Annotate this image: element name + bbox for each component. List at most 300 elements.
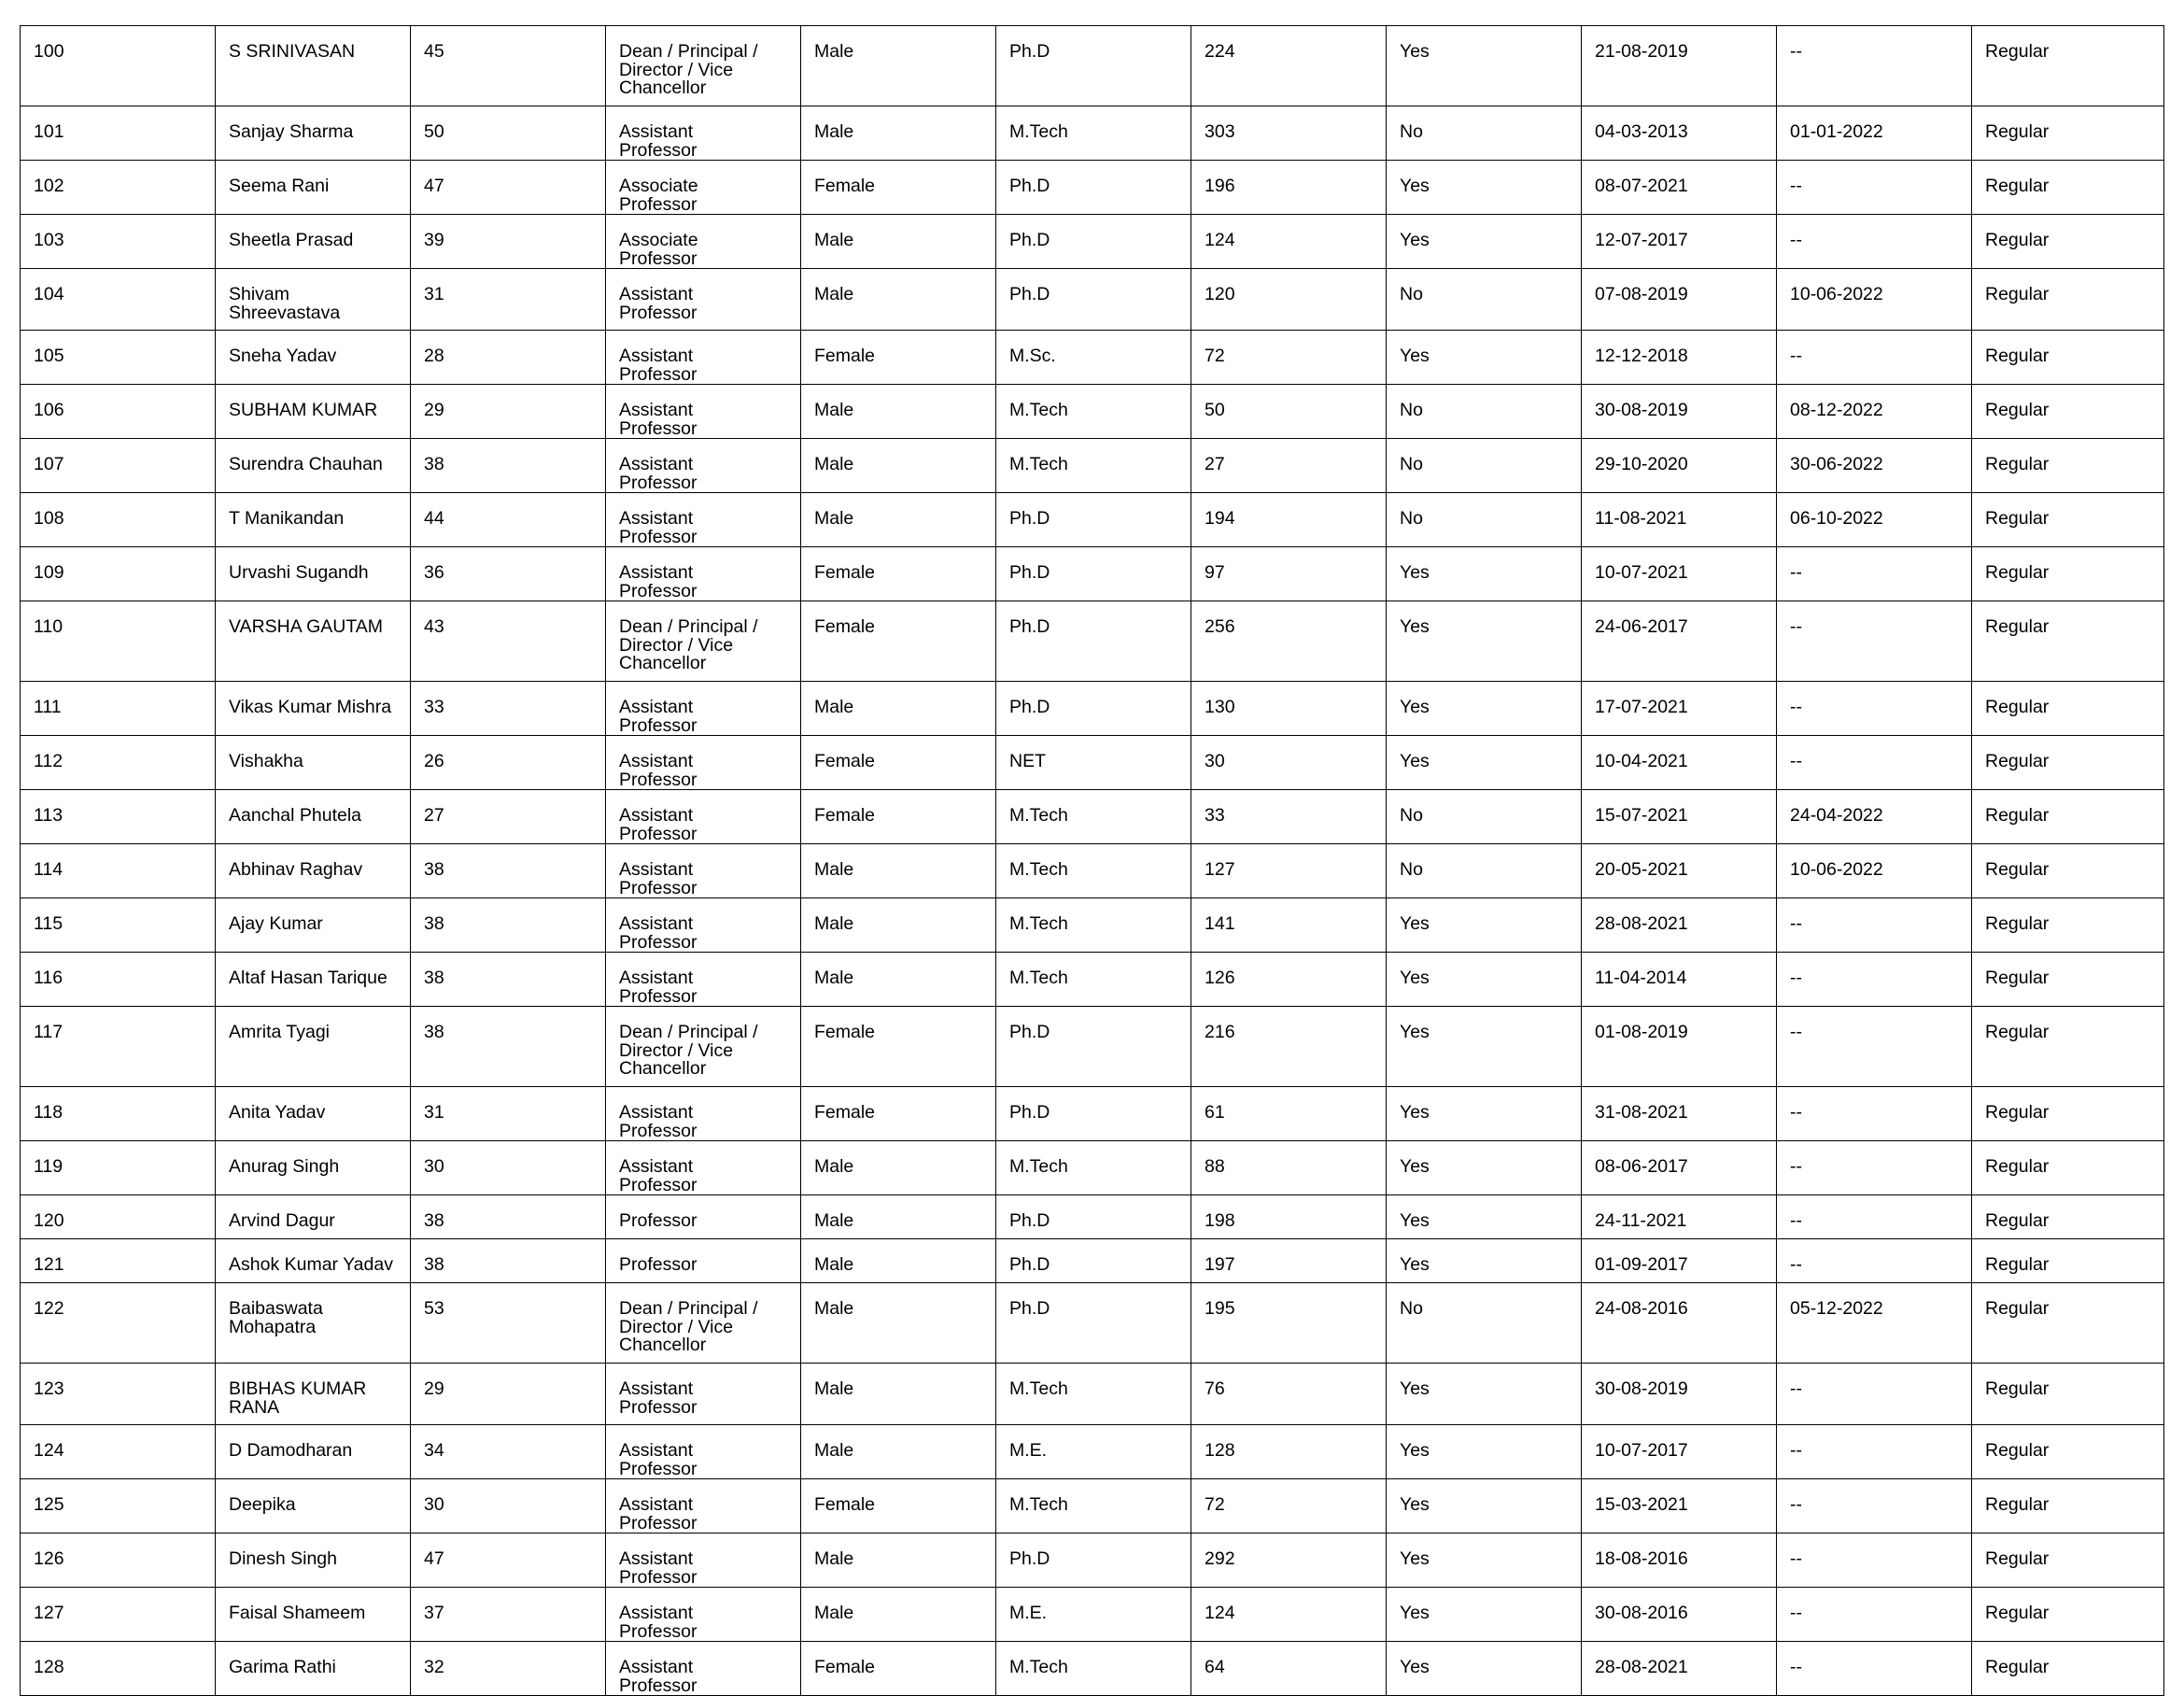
cell-age bbox=[411, 1087, 606, 1141]
cell-experience-text: 216 bbox=[1205, 1022, 1235, 1042]
cell-age bbox=[411, 953, 606, 1007]
cell-age bbox=[411, 1007, 606, 1087]
cell-association-nature-text: Regular bbox=[1985, 176, 2050, 196]
cell-serial-number-text: 110 bbox=[34, 616, 63, 637]
cell-association-nature bbox=[1972, 682, 2164, 736]
cell-age-text: 30 bbox=[424, 1156, 444, 1177]
cell-gender-text: Male bbox=[814, 1378, 854, 1399]
cell-designation-text: Assistant Professor bbox=[619, 968, 697, 1007]
cell-faculty-name-text: Seema Rani bbox=[229, 176, 330, 196]
cell-age bbox=[411, 439, 606, 493]
cell-joining-date-text: 30-08-2019 bbox=[1595, 1378, 1688, 1399]
cell-gender bbox=[801, 1141, 996, 1195]
cell-serial-number bbox=[21, 601, 216, 682]
cell-qualification-text: Ph.D bbox=[1009, 1022, 1050, 1042]
cell-qualification bbox=[996, 1195, 1191, 1239]
cell-gender-text: Male bbox=[814, 508, 854, 529]
cell-leaving-date-text: -- bbox=[1790, 968, 1802, 988]
cell-serial-number bbox=[21, 682, 216, 736]
cell-association-nature-text: Regular bbox=[1985, 454, 2050, 474]
cell-serial-number bbox=[21, 1479, 216, 1533]
cell-age-text: 38 bbox=[424, 1022, 444, 1042]
cell-designation-text: Assistant Professor bbox=[619, 1548, 697, 1588]
cell-designation-text: Assistant Professor bbox=[619, 751, 697, 790]
cell-leaving-date-text: -- bbox=[1790, 346, 1802, 366]
cell-association-nature-text: Regular bbox=[1985, 1657, 2050, 1677]
cell-qualification-text: NET bbox=[1009, 751, 1046, 771]
cell-designation-text: Dean / Principal / Director / Vice Chancellor bbox=[619, 1022, 758, 1079]
cell-serial-number bbox=[21, 1588, 216, 1642]
cell-experience bbox=[1191, 547, 1387, 601]
cell-leaving-date bbox=[1777, 682, 1972, 736]
cell-qualification bbox=[996, 601, 1191, 682]
cell-gender bbox=[801, 1364, 996, 1425]
cell-qualification bbox=[996, 1425, 1191, 1479]
cell-serial-number bbox=[21, 385, 216, 439]
cell-currently-associated bbox=[1387, 385, 1582, 439]
cell-gender-text: Female bbox=[814, 1102, 876, 1123]
cell-currently-associated-text: Yes bbox=[1400, 1548, 1430, 1569]
cell-leaving-date-text: -- bbox=[1790, 1378, 1802, 1399]
cell-designation bbox=[606, 269, 801, 331]
cell-currently-associated bbox=[1387, 844, 1582, 898]
cell-association-nature bbox=[1972, 106, 2164, 161]
cell-serial-number-text: 115 bbox=[34, 913, 63, 934]
cell-association-nature-text: Regular bbox=[1985, 400, 2050, 420]
table-row bbox=[21, 1533, 2164, 1588]
cell-currently-associated bbox=[1387, 601, 1582, 682]
cell-designation bbox=[606, 215, 801, 269]
cell-serial-number bbox=[21, 1364, 216, 1425]
cell-age-text: 38 bbox=[424, 968, 444, 988]
cell-qualification-text: M.Tech bbox=[1009, 1494, 1068, 1515]
cell-designation-text: Assistant Professor bbox=[619, 562, 697, 601]
table-row bbox=[21, 601, 2164, 682]
cell-currently-associated-text: No bbox=[1400, 508, 1423, 529]
cell-qualification-text: Ph.D bbox=[1009, 41, 1050, 62]
cell-designation-text: Professor bbox=[619, 1210, 697, 1231]
cell-faculty-name-text: VARSHA GAUTAM bbox=[229, 616, 384, 637]
cell-age bbox=[411, 269, 606, 331]
cell-faculty-name bbox=[216, 331, 411, 385]
cell-age bbox=[411, 1588, 606, 1642]
cell-faculty-name-text: Vikas Kumar Mishra bbox=[229, 697, 392, 717]
cell-leaving-date-text: 05-12-2022 bbox=[1790, 1298, 1883, 1319]
cell-faculty-name-text: Altaf Hasan Tarique bbox=[229, 968, 387, 988]
cell-leaving-date-text: 10-06-2022 bbox=[1790, 284, 1883, 304]
table-row bbox=[21, 547, 2164, 601]
cell-gender-text: Female bbox=[814, 751, 876, 771]
cell-association-nature-text: Regular bbox=[1985, 616, 2050, 637]
cell-qualification-text: M.Tech bbox=[1009, 805, 1068, 826]
cell-faculty-name-text: Faisal Shameem bbox=[229, 1603, 366, 1623]
cell-faculty-name-text: Deepika bbox=[229, 1494, 296, 1515]
cell-gender-text: Female bbox=[814, 805, 876, 826]
cell-experience bbox=[1191, 898, 1387, 953]
cell-qualification-text: M.Tech bbox=[1009, 1657, 1068, 1677]
cell-currently-associated-text: Yes bbox=[1400, 968, 1430, 988]
cell-qualification-text: M.E. bbox=[1009, 1603, 1048, 1623]
cell-faculty-name-text: Anita Yadav bbox=[229, 1102, 326, 1123]
cell-experience bbox=[1191, 269, 1387, 331]
cell-gender bbox=[801, 161, 996, 215]
table-row bbox=[21, 106, 2164, 161]
cell-joining-date bbox=[1582, 1141, 1777, 1195]
table-row bbox=[21, 682, 2164, 736]
cell-qualification bbox=[996, 1141, 1191, 1195]
cell-association-nature-text: Regular bbox=[1985, 230, 2050, 250]
cell-faculty-name bbox=[216, 1364, 411, 1425]
cell-experience-text: 195 bbox=[1205, 1298, 1235, 1319]
cell-serial-number bbox=[21, 953, 216, 1007]
cell-joining-date bbox=[1582, 1239, 1777, 1283]
cell-gender-text: Male bbox=[814, 284, 854, 304]
cell-association-nature bbox=[1972, 215, 2164, 269]
cell-currently-associated-text: Yes bbox=[1400, 1494, 1430, 1515]
cell-designation bbox=[606, 385, 801, 439]
cell-joining-date bbox=[1582, 385, 1777, 439]
cell-faculty-name-text: Abhinav Raghav bbox=[229, 859, 363, 880]
cell-faculty-name-text: Sneha Yadav bbox=[229, 346, 337, 366]
cell-association-nature bbox=[1972, 601, 2164, 682]
cell-designation bbox=[606, 601, 801, 682]
cell-leaving-date bbox=[1777, 269, 1972, 331]
cell-designation bbox=[606, 161, 801, 215]
cell-association-nature-text: Regular bbox=[1985, 1494, 2050, 1515]
faculty-table bbox=[20, 25, 2164, 1696]
cell-qualification-text: M.Tech bbox=[1009, 968, 1068, 988]
cell-age-text: 38 bbox=[424, 1254, 444, 1275]
cell-age-text: 30 bbox=[424, 1494, 444, 1515]
cell-serial-number bbox=[21, 736, 216, 790]
cell-leaving-date bbox=[1777, 1087, 1972, 1141]
cell-age bbox=[411, 1239, 606, 1283]
cell-qualification bbox=[996, 1533, 1191, 1588]
cell-leaving-date-text: 24-04-2022 bbox=[1790, 805, 1883, 826]
cell-age-text: 44 bbox=[424, 508, 444, 529]
cell-gender-text: Male bbox=[814, 968, 854, 988]
cell-joining-date bbox=[1582, 106, 1777, 161]
cell-gender bbox=[801, 439, 996, 493]
cell-gender-text: Male bbox=[814, 400, 854, 420]
table-row bbox=[21, 1239, 2164, 1283]
cell-gender bbox=[801, 601, 996, 682]
cell-experience-text: 30 bbox=[1205, 751, 1225, 771]
cell-leaving-date bbox=[1777, 790, 1972, 844]
cell-designation-text: Assistant Professor bbox=[619, 1102, 697, 1141]
cell-serial-number-text: 122 bbox=[34, 1298, 64, 1319]
cell-currently-associated-text: Yes bbox=[1400, 1657, 1430, 1677]
cell-experience-text: 72 bbox=[1205, 1494, 1225, 1515]
cell-association-nature bbox=[1972, 1479, 2164, 1533]
cell-association-nature bbox=[1972, 1141, 2164, 1195]
cell-serial-number bbox=[21, 547, 216, 601]
cell-experience-text: 33 bbox=[1205, 805, 1225, 826]
cell-currently-associated-text: Yes bbox=[1400, 41, 1430, 62]
table-row bbox=[21, 898, 2164, 953]
table-row bbox=[21, 736, 2164, 790]
cell-age bbox=[411, 493, 606, 547]
cell-gender-text: Male bbox=[814, 1603, 854, 1623]
cell-leaving-date-text: -- bbox=[1790, 176, 1802, 196]
cell-designation bbox=[606, 1283, 801, 1364]
cell-association-nature bbox=[1972, 1588, 2164, 1642]
cell-serial-number bbox=[21, 1642, 216, 1696]
cell-experience bbox=[1191, 106, 1387, 161]
table-row bbox=[21, 1141, 2164, 1195]
cell-gender-text: Female bbox=[814, 1494, 876, 1515]
cell-faculty-name bbox=[216, 1425, 411, 1479]
cell-currently-associated-text: No bbox=[1400, 454, 1423, 474]
cell-joining-date bbox=[1582, 269, 1777, 331]
cell-designation-text: Assistant Professor bbox=[619, 284, 697, 323]
cell-leaving-date bbox=[1777, 844, 1972, 898]
cell-qualification-text: Ph.D bbox=[1009, 1548, 1050, 1569]
cell-association-nature-text: Regular bbox=[1985, 1022, 2050, 1042]
cell-joining-date bbox=[1582, 601, 1777, 682]
cell-association-nature bbox=[1972, 385, 2164, 439]
cell-qualification-text: Ph.D bbox=[1009, 616, 1050, 637]
cell-serial-number bbox=[21, 790, 216, 844]
cell-currently-associated-text: Yes bbox=[1400, 562, 1430, 583]
cell-currently-associated-text: Yes bbox=[1400, 1603, 1430, 1623]
cell-qualification-text: Ph.D bbox=[1009, 1298, 1050, 1319]
cell-joining-date-text: 01-08-2019 bbox=[1595, 1022, 1688, 1042]
cell-leaving-date-text: -- bbox=[1790, 751, 1802, 771]
cell-faculty-name bbox=[216, 1239, 411, 1283]
cell-joining-date bbox=[1582, 493, 1777, 547]
cell-currently-associated bbox=[1387, 898, 1582, 953]
cell-designation bbox=[606, 1239, 801, 1283]
cell-qualification-text: M.Tech bbox=[1009, 913, 1068, 934]
table-row bbox=[21, 1642, 2164, 1696]
cell-age-text: 32 bbox=[424, 1657, 444, 1677]
cell-experience-text: 197 bbox=[1205, 1254, 1235, 1275]
cell-serial-number bbox=[21, 1195, 216, 1239]
cell-qualification bbox=[996, 547, 1191, 601]
cell-serial-number-text: 112 bbox=[34, 751, 63, 771]
cell-faculty-name-text: D Damodharan bbox=[229, 1440, 353, 1461]
cell-faculty-name bbox=[216, 1141, 411, 1195]
cell-association-nature bbox=[1972, 439, 2164, 493]
cell-gender bbox=[801, 26, 996, 106]
cell-qualification-text: Ph.D bbox=[1009, 508, 1050, 529]
cell-gender-text: Male bbox=[814, 913, 854, 934]
cell-qualification bbox=[996, 1479, 1191, 1533]
cell-faculty-name-text: Urvashi Sugandh bbox=[229, 562, 369, 583]
cell-age bbox=[411, 844, 606, 898]
cell-gender bbox=[801, 1479, 996, 1533]
cell-faculty-name bbox=[216, 844, 411, 898]
cell-leaving-date bbox=[1777, 1007, 1972, 1087]
cell-association-nature bbox=[1972, 1425, 2164, 1479]
cell-faculty-name-text: T Manikandan bbox=[229, 508, 345, 529]
cell-designation-text: Dean / Principal / Director / Vice Chancellor bbox=[619, 41, 758, 98]
cell-leaving-date bbox=[1777, 215, 1972, 269]
cell-serial-number-text: 108 bbox=[34, 508, 64, 529]
cell-faculty-name bbox=[216, 161, 411, 215]
cell-leaving-date bbox=[1777, 385, 1972, 439]
cell-leaving-date bbox=[1777, 1642, 1972, 1696]
cell-faculty-name-text: Sheetla Prasad bbox=[229, 230, 354, 250]
cell-experience-text: 224 bbox=[1205, 41, 1235, 62]
cell-leaving-date-text: -- bbox=[1790, 562, 1802, 583]
cell-association-nature-text: Regular bbox=[1985, 697, 2050, 717]
table-row bbox=[21, 385, 2164, 439]
cell-gender-text: Male bbox=[814, 454, 854, 474]
cell-experience-text: 130 bbox=[1205, 697, 1235, 717]
cell-association-nature-text: Regular bbox=[1985, 805, 2050, 826]
cell-joining-date bbox=[1582, 790, 1777, 844]
cell-age bbox=[411, 1533, 606, 1588]
cell-leaving-date-text: -- bbox=[1790, 1657, 1802, 1677]
cell-experience bbox=[1191, 601, 1387, 682]
cell-experience bbox=[1191, 844, 1387, 898]
table-row bbox=[21, 1479, 2164, 1533]
cell-experience bbox=[1191, 1533, 1387, 1588]
cell-serial-number bbox=[21, 161, 216, 215]
cell-faculty-name bbox=[216, 953, 411, 1007]
cell-faculty-name bbox=[216, 547, 411, 601]
cell-faculty-name-text: Garima Rathi bbox=[229, 1657, 336, 1677]
cell-serial-number-text: 125 bbox=[34, 1494, 64, 1515]
cell-leaving-date-text: -- bbox=[1790, 616, 1802, 637]
cell-faculty-name-text: Shivam Shreevastava bbox=[229, 284, 341, 323]
cell-leaving-date-text: 08-12-2022 bbox=[1790, 400, 1883, 420]
cell-gender bbox=[801, 547, 996, 601]
cell-gender-text: Female bbox=[814, 616, 876, 637]
cell-faculty-name-text: Anurag Singh bbox=[229, 1156, 340, 1177]
cell-faculty-name bbox=[216, 1007, 411, 1087]
cell-leaving-date bbox=[1777, 161, 1972, 215]
cell-association-nature bbox=[1972, 1642, 2164, 1696]
cell-designation-text: Assistant Professor bbox=[619, 1603, 697, 1642]
cell-leaving-date-text: -- bbox=[1790, 1603, 1802, 1623]
cell-serial-number-text: 102 bbox=[34, 176, 64, 196]
cell-currently-associated bbox=[1387, 682, 1582, 736]
cell-gender bbox=[801, 844, 996, 898]
cell-association-nature-text: Regular bbox=[1985, 1102, 2050, 1123]
cell-qualification bbox=[996, 1087, 1191, 1141]
cell-experience-text: 64 bbox=[1205, 1657, 1225, 1677]
cell-leaving-date-text: -- bbox=[1790, 697, 1802, 717]
cell-joining-date bbox=[1582, 1195, 1777, 1239]
cell-experience bbox=[1191, 790, 1387, 844]
cell-leaving-date bbox=[1777, 1364, 1972, 1425]
cell-serial-number-text: 104 bbox=[34, 284, 64, 304]
cell-currently-associated bbox=[1387, 1364, 1582, 1425]
cell-faculty-name bbox=[216, 1283, 411, 1364]
cell-experience bbox=[1191, 1007, 1387, 1087]
cell-qualification-text: Ph.D bbox=[1009, 1102, 1050, 1123]
cell-leaving-date bbox=[1777, 547, 1972, 601]
cell-age-text: 31 bbox=[424, 284, 444, 304]
table-row bbox=[21, 161, 2164, 215]
cell-joining-date-text: 10-07-2017 bbox=[1595, 1440, 1688, 1461]
cell-faculty-name-text: Vishakha bbox=[229, 751, 303, 771]
cell-currently-associated-text: Yes bbox=[1400, 1210, 1430, 1231]
cell-age-text: 26 bbox=[424, 751, 444, 771]
cell-experience bbox=[1191, 26, 1387, 106]
cell-experience-text: 124 bbox=[1205, 230, 1235, 250]
cell-leaving-date bbox=[1777, 953, 1972, 1007]
cell-experience bbox=[1191, 953, 1387, 1007]
cell-gender-text: Female bbox=[814, 562, 876, 583]
cell-gender bbox=[801, 790, 996, 844]
cell-gender-text: Male bbox=[814, 697, 854, 717]
cell-experience-text: 50 bbox=[1205, 400, 1225, 420]
cell-gender bbox=[801, 269, 996, 331]
table-row bbox=[21, 331, 2164, 385]
cell-gender bbox=[801, 1588, 996, 1642]
cell-gender bbox=[801, 215, 996, 269]
cell-association-nature-text: Regular bbox=[1985, 1378, 2050, 1399]
cell-joining-date bbox=[1582, 331, 1777, 385]
cell-age-text: 47 bbox=[424, 176, 444, 196]
cell-qualification bbox=[996, 161, 1191, 215]
cell-association-nature-text: Regular bbox=[1985, 346, 2050, 366]
cell-designation-text: Assistant Professor bbox=[619, 508, 697, 547]
table-row bbox=[21, 1364, 2164, 1425]
cell-leaving-date bbox=[1777, 1141, 1972, 1195]
cell-joining-date bbox=[1582, 1087, 1777, 1141]
cell-association-nature bbox=[1972, 844, 2164, 898]
cell-currently-associated bbox=[1387, 1425, 1582, 1479]
cell-association-nature bbox=[1972, 1533, 2164, 1588]
cell-age-text: 28 bbox=[424, 346, 444, 366]
cell-faculty-name bbox=[216, 682, 411, 736]
cell-joining-date-text: 30-08-2016 bbox=[1595, 1603, 1688, 1623]
cell-gender-text: Male bbox=[814, 1298, 854, 1319]
cell-designation bbox=[606, 331, 801, 385]
cell-experience-text: 128 bbox=[1205, 1440, 1235, 1461]
cell-serial-number bbox=[21, 106, 216, 161]
cell-association-nature bbox=[1972, 269, 2164, 331]
cell-joining-date bbox=[1582, 1425, 1777, 1479]
cell-leaving-date bbox=[1777, 1195, 1972, 1239]
cell-gender-text: Male bbox=[814, 859, 854, 880]
cell-currently-associated-text: Yes bbox=[1400, 1378, 1430, 1399]
cell-age bbox=[411, 601, 606, 682]
cell-designation-text: Assistant Professor bbox=[619, 400, 697, 439]
cell-joining-date-text: 15-03-2021 bbox=[1595, 1494, 1688, 1515]
cell-gender-text: Female bbox=[814, 176, 876, 196]
cell-qualification bbox=[996, 385, 1191, 439]
cell-serial-number bbox=[21, 26, 216, 106]
cell-joining-date-text: 28-08-2021 bbox=[1595, 1657, 1688, 1677]
table-row bbox=[21, 269, 2164, 331]
cell-age bbox=[411, 1195, 606, 1239]
cell-joining-date-text: 12-07-2017 bbox=[1595, 230, 1688, 250]
cell-currently-associated bbox=[1387, 790, 1582, 844]
cell-experience-text: 126 bbox=[1205, 968, 1235, 988]
cell-association-nature bbox=[1972, 26, 2164, 106]
cell-serial-number-text: 126 bbox=[34, 1548, 64, 1569]
cell-qualification bbox=[996, 439, 1191, 493]
cell-age-text: 27 bbox=[424, 805, 444, 826]
cell-gender-text: Male bbox=[814, 1156, 854, 1177]
cell-age bbox=[411, 331, 606, 385]
cell-experience-text: 61 bbox=[1205, 1102, 1225, 1123]
cell-experience-text: 88 bbox=[1205, 1156, 1225, 1177]
cell-leaving-date bbox=[1777, 1239, 1972, 1283]
cell-currently-associated-text: No bbox=[1400, 121, 1423, 142]
cell-joining-date bbox=[1582, 736, 1777, 790]
cell-experience-text: 194 bbox=[1205, 508, 1235, 529]
cell-age-text: 39 bbox=[424, 230, 444, 250]
cell-gender bbox=[801, 1087, 996, 1141]
cell-association-nature bbox=[1972, 1007, 2164, 1087]
